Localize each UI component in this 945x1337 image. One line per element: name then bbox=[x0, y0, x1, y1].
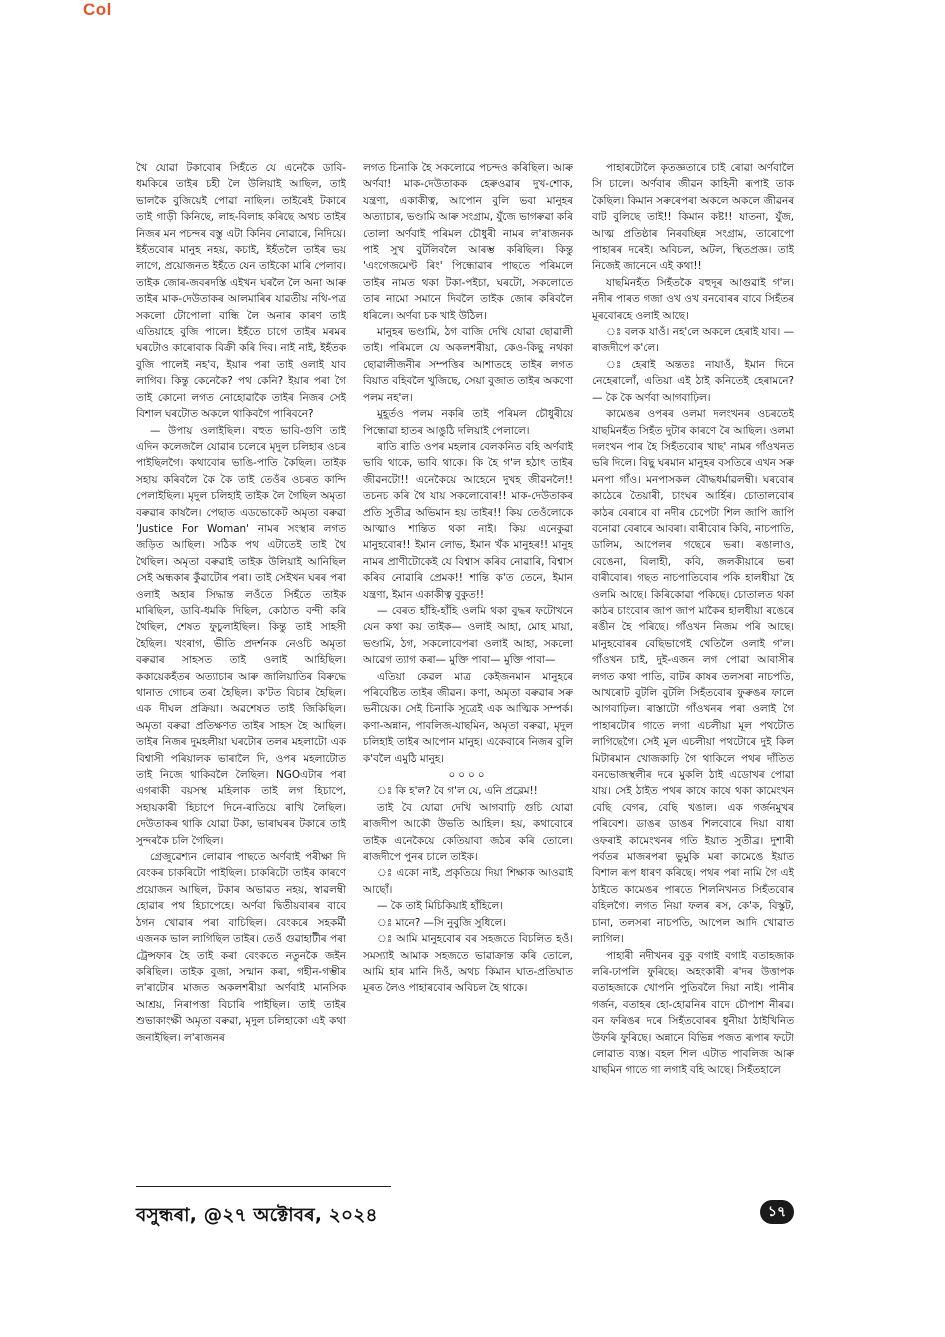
paragraph: তাই বৈ যোৱা দেখি আগবাঢ়ি গুচি যোৱা ৰাজদীপ আকৌ উভতি আহিল। হয়, কথাবোৰে তাইক এনেকৈয়ে কেতিয়াবা জঠৰ কৰি তোলে। ৰাজদীপে পুনৰ চালে তাইক। bbox=[363, 801, 573, 864]
paragraph: কামেঙৰ ওপৰৰ ওলমা দলংখনৰ ওচৰতেই যাছমিনহঁত সিহঁত দুটাৰ কাৰণে ৰৈ আছিল। ওলমা দলংখন পাৰ হৈ সিহঁতবোৰ খাছ' নামৰ গাঁওখনত ভৰি দিলে। বিছু ঘৰমান মানুহৰ বসতিৰে এখন সৰু মনপা গাঁও। মনপাসকল বৌদ্ধধৰ্মাৱলম্বী। ঘৰবোৰ কাঠেৰে তৈয়াৰী, চাংঘৰ আৰ্হিৰ। চোতালবোৰ কাঠৰ বেৰাৰে বা নদীৰ চেপেটা শিল জাপি জাপি বনোৱা বেৰাৰে আবৰা। বাৰীবোৰ কিবি, নাচপাতি, ডালিম, আপেলৰ গছেৰে ভৰা। ৰঙালাও, বেঙেনা, বিলাহী, কবি, জলকীয়াৰে ভৰা বাৰীবোৰ। গছত নাচপাতিবোৰ পকি হালধীয়া হৈ ওলমি আছে। কিৰিকোৱা পকিছে। চোতালত থকা কাঠৰ চাংবোৰ জাপ জাপ মাকৈৰ হালধীয়া ৰঙেৰে ৰঙীন হৈ পৰিছে। গাঁওখন নিজম পৰি আছে। মানুহবোৰৰ বেছিভাগেই খেতিলৈ ওলাই গ'ল। গাঁওখন চাই, দুই-এজন লগ পোৱা আবাসীৰ লগত কথা পাতি, বাটৰ কাষৰ তলসৰা নাচপতি, আখৰোট বুটলি বুটলি সিহঁতবোৰ ফুৰুঙৰ ফালে আগবাঢ়িল। ৰাস্তাটো গাঁওখনৰ পৰা ওলাই গৈ পাহাৰটোৰ গাতে লগা এচলীয়া মূল পথটোত লাগিছেগৈ। সেই মূল এচলীয়া পথটোৰে দুই কিল মিটাৰমান খোজকাঢ়ি গৈ থাকিলে পথৰ দাঁতিত বনভোজস্থলীৰ দৰে মুকলি ঠাই এডোখৰ পোৱা যায়। সেই ঠাইত পথৰ কাষে কাষে থকা কামেংখন বেছি বেগৰ, বেছি খঙাল। এক গৰ্জনমুখৰ পৰিবেশ। ডাঙৰ ডাঙৰ শিলবোৰে দিয়া বাধা ওফৰাই কামেংখনৰ গতি ইয়াত সুতীব্ৰ। দুশাৰী পৰ্বতৰ মাজৰপৰা ভুমুকি মৰা কামেঙে ইয়াত বিশাল ৰূপ ধাৰণ কৰিছে। পথৰ পৰা নামি গৈ এই ঠাইতে কামেঙৰ পাৰতে শিলনিখনত সিহঁতবোৰ বহিলগৈ। লগত নিয়া ফলৰ ৰস, কে'ক, বিস্কুট, চানা, তলসৰা নাচপতি, আপেল আদি খোৱাত লাগিল। bbox=[592, 408, 794, 946]
footer-separator: , bbox=[189, 1205, 204, 1226]
article-columns bbox=[136, 160, 794, 1190]
dialogue-line: ঃ আমি মানুহবোৰ বৰ সহজতে বিচলিত হওঁ। সমস্যাই আমাক সহজতে ভাৱাক্ৰান্ত কৰি তোলে, আমি হাৰ মানি দিওঁ, অথচ কিমান ঘাত-প্ৰতিঘাত মূৰত লৈও পাহাৰবোৰ অবিচল হৈ থাকে। bbox=[363, 933, 573, 995]
column-3 bbox=[592, 160, 794, 1190]
dialogue-line: ঃ হেৰাই অন্ততঃ নাযাওঁ, ইমান দিনে নেহেৰালোঁ, এতিয়া এই ঠাই কনিতেই হেৰামনে?— কৈ কৈ অৰ্ণবা আগবাঢ়িল। bbox=[592, 358, 794, 404]
column-1 bbox=[136, 160, 346, 1190]
column-2 bbox=[363, 160, 573, 1190]
issue-date: @২৭ অক্টোবৰ, ২০২৪ bbox=[203, 1205, 378, 1226]
dialogue-line: ঃ একো নাই, প্ৰকৃতিয়ে দিয়া শিক্ষাক আওৱাই আছোঁ। bbox=[363, 867, 573, 896]
paragraph: ৰাতি ৰাতি ওপৰ মহলাৰ বেলকনিত বহি অৰ্ণবাই ভাবি থাকে, ভাবি থাকে। কি হৈ গ'ল হঠাৎ তাইৰ জীৱনটো!! এনেকৈয়ে আহেনে দুখহ জীৱনলৈ!! তচনচ কৰি থৈ যায় সকলোবোৰ!! মাক-দেউতাকৰ প্ৰতি সুতীব্ৰ অভিমান হয় তাইৰ!! কিয় তেওঁলোকে আত্মাও শান্তিত থকা নাই। কিয় এনেকুৱা মানুহবোৰ!! ইমান লোভ, ইমান খঁক মানুহৰ!! মানুহ নামৰ প্ৰাণীটোকেই যে বিশ্বাস কৰিব নোৱাৰি, বিশ্বাস কৰিব নোৱাৰি প্ৰেমক!! শান্তি ক'ত তেনে, ইমান যন্ত্ৰণা, ইমান একাকীত্ব বুকুত!! bbox=[363, 440, 573, 601]
paragraph: খৈ যোৱা টকাবোৰ সিহঁতে যে এনেকৈ ডাবি-ধমকিৰে তাইৰ চহী লৈ উলিয়াই আছিল, তাই ভালকৈ বুজিয়েই পোৱা নাছিল। তাইৰেই টকাৰে তাই গাড়ী কিনিছে, লাহ-বিলাহ কৰিছে অথচ তাইৰ নিজৰ মন পচন্দৰ বস্তু এটা কিনিব নোৱাৰে, নিদিয়ে। ইহঁতবোৰ মানুহ নহয়, কচাই, ইহঁতলৈ তাইৰ ভয় লাগে, প্ৰয়োজনত ইহঁতে যেন তাইকো মাৰি পেলাব। তাইক জোৰ-জবৰদস্তি এইখন ঘৰলৈ লৈ অনা আৰু তাইৰ মাক-দেউতাকৰ আলমাৰিৰ যাৱতীয় নথি-পত্ৰ সকলো টোপোলা বান্ধি লৈ অনাৰ কাৰণ তাই এতিয়াহে বুজি পালে। ইহঁতে চাগে তাইৰ মৰমৰ ঘৰটোও কাৰোবাক বিক্ৰী কৰি দিব। নাই নাই, ইহঁতক বুজি পালেই নহ'ব, ইয়াৰ পৰা তাই ওলাই যাব লাগিব। কিন্তু কেনেকৈ? পথ কেনি? ইয়াৰ পৰা গৈ তাই কোনো লগত নোহোৱাকৈ তাইৰ নিজৰ সেই বিশাল ঘৰটোত অকলে থাকিবগৈ পাৰিবনে? bbox=[136, 162, 346, 421]
paragraph: মানুহৰ ভণ্ডামি, ঠগ বাজি দেখি যোৱা ছোৱালী তাই। পৰিমলে যে অকলশৰীয়া, কেও-কিছু নথকা ছোৱালীজনীৰ সম্পত্তিৰ আশাতহে তাইৰ লগত বিয়াত বহিবলৈ খুজিছে, সেয়া বুজাত তাইৰ অকণো পলম নহ'ল। bbox=[363, 326, 573, 404]
dialogue-line: ঃ কি হ'ল? বৈ গ'ল যে, এনি প্ৰব্লেম!! bbox=[377, 785, 538, 798]
dialogue-line: ঃ বলক যাওঁ। নহ'লে অকলে হেৰাই যাব। —ৰাজদীপে ক'লে। bbox=[592, 326, 794, 355]
footer-rule bbox=[136, 1186, 391, 1187]
paragraph: পাহাৰটোলৈ কৃতজ্ঞতাৰে চাই ৰোৱা অৰ্ণবালৈ সি চালে। অৰ্ণবাৰ জীৱন কাহিনী ৰূপাই তাক কৈছিল। কিমান সৰুৰেপৰা অকলে অকলে জীৱনৰ বাট বুলিছে তাই!! কিমান কষ্ট!! যাতনা, যুঁজ, আত্ম প্ৰতিষ্ঠাৰ নিৰবচ্ছিন্ন সংগ্ৰাম, তাৰোপো পাহাৰৰ দৰেই। অবিচল, অটল, স্থিতপ্ৰজ্ঞ। তাই নিজেই জানেনে এই কথা!! bbox=[592, 162, 794, 273]
paragraph: যাছমিনহঁত সিহঁতকৈ বহুদূৰ আগুৱাই গ'ল। নদীৰ পাৰত গজা ওখ ওখ বনবোৰৰ বাবে সিহঁতৰ মূৰবোৰহে ওলাই আছে। bbox=[592, 276, 794, 322]
paragraph: গ্ৰেজুৱেশ্যন লোৱাৰ পাছতে অৰ্ণবাই পৰীক্ষা দি বেংকৰ চাকৰিটো পাইছিল। চাকৰিটো তাইৰ কাৰণে প্ৰয়োজন আছিল, টকাৰ অভাৱত নহয়, স্বাৱলম্বী হোৱাৰ পথ হিচাপেহে। অৰ্ণবা দ্বিতীয়বাৰৰ বাবে ঠগন খোৱাৰ পৰা বাচিছিল। বেংকৰে সহকৰ্মী এজনক ভাল লাগিছিল তাইৰ। তেওঁ গুৱাহাটীৰ পৰা ট্ৰেন্সফাৰ হৈ তাই কৰা বেংকতে নতুনকৈ জইন কৰিছিল। তাইক বুজা, সন্মান কৰা, গহীন-গম্ভীৰ ল'ৰাটোৰ মাজত অকলশৰীয়া অৰ্ণবাই মানসিক আশ্ৰয়, নিৰাপত্তা বিচাৰি পাইছিল। তাই তাইৰ শুভাকাংক্ষী অমৃতা বৰুৱা, মৃদুল চলিহাকো এই কথা জনাইছিল। ল'ৰাজনৰ bbox=[136, 851, 346, 1044]
magazine-name: বসুন্ধৰা bbox=[136, 1205, 190, 1226]
paragraph: লগত চিনাকি হৈ সকলোৱে পচন্দও কৰিছিল। আৰু অৰ্ণবা! মাক-দেউতাকক হেৰুওৱাৰ দুখ-শোক, যন্ত্ৰণা, একাকীত্ব, আপোন বুলি ভবা মানুহৰ অত্যাচাৰ, ভণ্ডামি আৰু সংগ্ৰাম, যুঁজে ভাগৰুৱা কৰি তোলা অৰ্ণবাই পৰিমল চৌধুৰী নামৰ ল'ৰাজনক পাই সুখ বুটলিবলৈ আৰম্ভ কৰিছিল। কিন্তু 'এংগেজমেণ্ট ৰিং' পিন্ধোৱাৰ পাছতে পৰিমলে তাইৰ নামত থকা টকা-পইচা, ঘৰটো, সকলোতে তাৰ নামো সমানে দিবলৈ তাইক জোৰ কৰিবলৈ ধৰিলে। অৰ্ণবা চক খাই উঠিল। bbox=[363, 162, 573, 322]
paragraph: — বেৰত হাঁহি-হাঁহি ওলমি থকা বুদ্ধৰ ফটোখনে যেন কথা কয় তাইক— ওলাই আহা, মোহ মায়া, ভণ্ডামি, ঠগ, সকলোবেপৰা ওলাই আহা, সকলো আৱেগ ত্যাগ কৰা— মুক্তি পাবা— মুক্তি পাবা— bbox=[363, 604, 573, 667]
paragraph: মুহূৰ্তও পলম নকৰি তাই পৰিমল চৌধুৰীয়ে পিন্ধোৱা হাতৰ আঙুঠি দলিয়াই পেলালে। bbox=[363, 408, 573, 437]
paragraph: এতিয়া কেৱল মাত্ৰ কেইজনমান মানুহৰে পৰিবেষ্টিত তাইৰ জীৱন। কণা, অমৃতা বৰুৱাৰ সৰু ভনীয়েক। সেই চিনাকি সূত্ৰেই এক আত্মিক সম্পৰ্ক। কণা-অন্নান, পাবলিজ-যাছমিন, অমৃতা বৰুৱা, মৃদুল চলিহাই তাইৰ আপোন মানুহ। একেবাৰে নিজৰ বুলি ক'বলৈ এমুঠি মানুহ। bbox=[363, 670, 573, 765]
paragraph: পাহাৰী নদীখনৰ বুকু বগাই বগাই বতাহজাক লৰি-ঢাপলি ফুৰিছে। অহংকাৰী ৰ'দৰ উত্তাপক বতাহজাকে খোপনি পুতিবলৈ দিয়া নাই। পানীৰ গৰ্জন, বতাহৰ হো-হোৱনিৰ বাদে চৌপাশ নীৰৱ। বন ফৰিঙৰ দৰে সিহঁতবোৰৰ ধুনীয়া ঠাইখিনিত উফৰি ফুৰিছে। অন্নানে বিভিন্ন পজত ৰূপাৰ ফটো লোৱাত ব্যস্ত। বহল শিল এটাত পাবলিজ আৰু যাছমিন গাতে গা লগাই বহি আছে। সিহঁতহালে bbox=[592, 949, 794, 1077]
section-break: ০০০০ bbox=[448, 769, 488, 782]
corner-section-tag: Col bbox=[83, 0, 112, 19]
page-number-badge: ১৭ bbox=[760, 1200, 794, 1224]
paragraph: — কৈ তাই মিচিকিয়াই হাঁহিলে। bbox=[377, 900, 503, 913]
dialogue-line: ঃ মানে? —সি নুবুজি সুধিলে। bbox=[377, 916, 506, 929]
paragraph: — উপায় ওলাইছিল। বহুত ভাবি-গুণি তাই এদিন কলেজলৈ যোৱাৰ চলেৰে মৃদুল চলিহাৰ ওচৰ পাইছিলগৈ। কথাবোৰ ভাঙি-পাতি কৈছিল। তাইক সহায় কৰিবলৈ কৈ কৈ তাই তেওঁৰ ওচৰত কান্দি পেলাইছিল। মৃদুল চলিহাই তাইক লৈ গৈছিল অমৃতা বৰুৱাৰ কাষলৈ। পেছাত এডভোকেট অমৃতা বৰুৱা 'Justice For Woman' নামৰ সংস্থাৰ লগত জড়িত আছিল। সঠিক পথ এটাতেই তাই থৈ থৈছিল। অমৃতা বৰুৱাই তাইক উলিয়াই আনিছিল সেই অন্ধকাৰ কুঁৱাটোৰ পৰা। তাই সেইখন ঘৰৰ পৰা ওলাই অহাৰ সিদ্ধান্ত লওঁতে সিহঁতে তাইক মাৰিছিল, ডাবি-ধমকি দিছিল, কোঠাত বন্দী কৰি থৈছিল, শেষত ফুচুলাইছিল। কিন্তু তাই সাহসী হৈছিল। খংৰাগ, ভীতি প্ৰদৰ্শনক নেওচি অমৃতা বৰুৱাৰ সাহসত তাই ওলাই আহিছিল। ককায়েকহঁতৰ অত্যাচাৰ আৰু জালিয়াতিৰ বিৰুদ্ধে থানাত গোচৰ তৰা হৈছিল। ক'টত বিচাৰ হৈছিল। এক দীঘল প্ৰক্ৰিয়া। অৱশেষত তাই জিকিছিল। অমৃতা বৰুৱা প্ৰতিক্ষণত তাইৰ সাহস হৈ আছিল। তাইৰ নিজৰ দুমহলীয়া ঘৰটোৰ তলৰ মহলাটো এক বিশ্বাসী পৰিয়ালক ভাৰালৈ দি, ওপৰ মহলাটোত তাই নিজে থাকিবলৈ লৈছিল। NGOএটাৰ পৰা এগৰাকী বয়সস্থ মহিলাক তাই লগ হিচাপে, সহায়কাৰী হিচাপে দিনে-ৰাতিয়ে ৰাখি লৈছিল। দেউতাকৰ থাকি যোৱা টকা, ভাৰাঘৰৰ টকাৰে তাই সুন্দৰকৈ চলি গৈছিল। bbox=[136, 424, 346, 847]
page-footer bbox=[136, 1201, 378, 1232]
